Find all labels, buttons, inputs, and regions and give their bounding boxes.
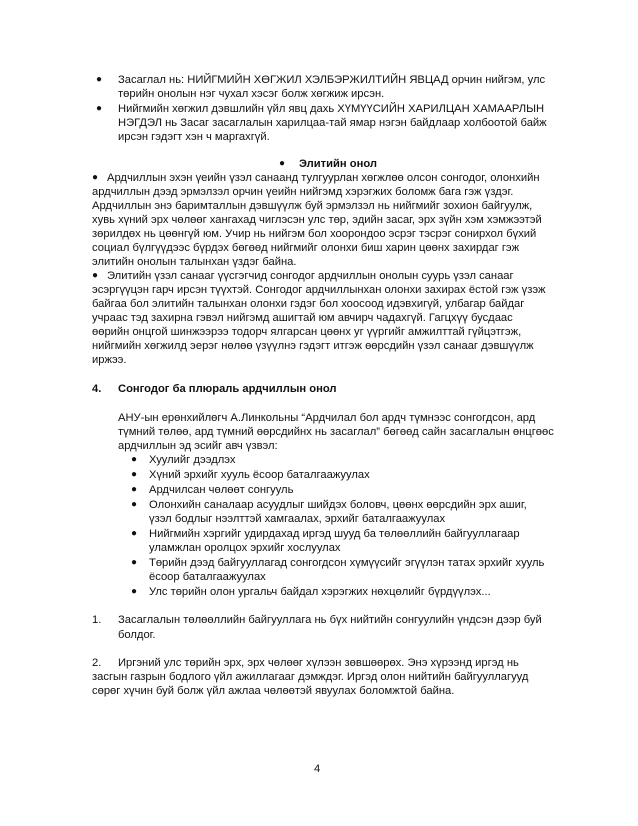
list-item: Төрийн дээд байгууллагад сонгогдсон хүмүүсийг эгүүлэн татах эрхийг хууль — [149, 557, 545, 569]
bullet-icon: ● — [131, 484, 138, 495]
paragraph-line: Нийгмийн хөгжил дэвшлийн үйл явц дахь ХҮМҮҮСИЙН ХАРИЛЦАН ХАМААРЛЫН — [118, 103, 545, 115]
paragraph-line: ардчиллын эд эсийг авч үзвэл: — [118, 440, 278, 452]
numbered-item-number: 2. — [92, 657, 102, 669]
paragraph-line: ардчиллын дээд эрмэлзэл орчин үеийн нийгэмд хэрэгжих боломж бага гэж үздэг. — [92, 186, 514, 198]
bullet-icon: ● — [131, 469, 138, 480]
paragraph-line: байгаа бол элитийн талынхан олонхи гэдэг бол хоосоод идэвхигүй, улбагар байдаг — [92, 298, 525, 310]
bullet-icon: ● — [92, 270, 99, 281]
paragraph-line: Засаглал нь: НИЙГМИЙН ХӨГЖИЛ ХЭЛБЭРЖИЛТИЙН ЯВЦАД орчин нийгэм, улс — [118, 74, 546, 86]
list-item: уламжлан оролцох эрхийг хослуулах — [149, 542, 341, 554]
paragraph-line: зөрилдөх нь цөөнгүй юм. Учир нь нийгэм бол хоорондоо эсрэг тэсрэг сонирхол бүхий — [92, 228, 537, 240]
list-item: үзэл бодлыг нээлттэй хамгаалах, эрхийг баталгаажуулах — [149, 513, 446, 525]
bullet-icon: ● — [131, 557, 138, 568]
paragraph-line: НЭГДЭЛ нь Засаг засаглалын харилцаа-тай ямар нэгэн байдлаар холбоотой байж — [118, 117, 547, 129]
section-heading-elite: Элитийн онол — [299, 158, 378, 170]
list-item: Ардчилсан чөлөөт сонгууль — [149, 484, 294, 496]
paragraph-line: элитийн онолын талынхан үздэг байна. — [92, 256, 297, 268]
bullet-icon: ● — [96, 103, 103, 114]
paragraph-line: сөрөг хүчин буй болж үйл ажлаа чөлөөтэй явуулах боломжтой байна. — [92, 685, 455, 697]
list-item: Нийгмийн хэргийг удирдахад иргэд шууд ба төлөөллийн байгууллагаар — [149, 528, 520, 540]
paragraph-line: түмний төлөө, ард түмний өөрсдийнх нь засаглал” бөгөөд сайн засаглалын өнцгөөс — [118, 426, 554, 438]
page-number: 4 — [314, 763, 321, 775]
paragraph-line: Элитийн үзэл санааг үүсгэгчид сонгодог ардчиллын онолын суурь үзэл санааг — [107, 270, 514, 282]
section-title: Сонгодог ба плюраль ардчиллын онол — [118, 383, 337, 395]
paragraph-line: Ардчиллын эхэн үеийн үзэл санаанд тулгуурлан хөгжлөө олсон сонгодог, олонхийн — [107, 172, 540, 184]
paragraph-line: болдог. — [118, 629, 156, 641]
bullet-icon: ● — [131, 586, 138, 597]
list-item: Улс төрийн олон ургальч байдал хэрэгжих нөхцөлийг бүрдүүлэх... — [149, 586, 491, 598]
list-item: Хүний эрхийг хууль ёсоор баталгаажуулах — [149, 469, 370, 481]
bullet-icon: ● — [131, 499, 138, 510]
bullet-icon: ● — [92, 172, 99, 183]
paragraph-line: социал бүлгүүдээс бүрдэх бөгөөд нийгмийг олонхи биш харин цөөнх захирдаг гэж — [92, 242, 520, 254]
bullet-icon: ● — [96, 74, 103, 85]
bullet-icon: ● — [131, 454, 138, 465]
paragraph-line: Иргэний улс төрийн эрх, эрх чөлөөг хүлээн зөвшөөрөх. Энэ хүрээнд иргэд нь — [118, 657, 519, 669]
section-number: 4. — [92, 383, 102, 395]
list-item: Олонхийн саналаар асуудлыг шийдэх боловч, цөөнх өөрсдийн эрх ашиг, — [149, 499, 527, 511]
paragraph-line: эсэргүүцэн гарч ирсэн түүхтэй. Сонгодог ардчиллынхан олонхи захирах ёстой гэж үзэж — [92, 284, 546, 296]
paragraph-line: АНУ-ын ерөнхийлөгч А.Линкольны “Ардчилал бол ардч түмнээс сонгогдсон, ард — [118, 412, 536, 424]
paragraph-line: төрийн онолын нэг чухал хэсэг болж хөгжиж ирсэн. — [118, 88, 385, 100]
paragraph-line: иржээ. — [92, 354, 127, 366]
paragraph-line: засгын газрын бодлого үйл ажиллагааг дэмждэг. Иргэд олон нийтийн байгууллагууд — [92, 671, 529, 683]
paragraph-line: нийгмийн хөгжилд эерэг нөлөө үзүүлнэ гэдэгт итгэж өөрсдийн үзэл санааг дэвшүүлж — [92, 340, 534, 352]
paragraph-line: өөрийн онцгой шинжээрээ тодорч ялгарсан цөөнх уг үүргийг амжилттай гүйцэтгэж, — [92, 326, 522, 338]
list-item: ёсоор баталгаажуулах — [149, 571, 266, 583]
paragraph-line: хувь хүний эрх чөлөөг хангахад чиглэсэн улс төр, эдийн засаг, эрх зүйн хэм хэмжээтэй — [92, 214, 542, 226]
bullet-icon: ● — [279, 158, 286, 169]
paragraph-line: Ардчиллын энэ баримталлын дэвшүүлж буй эрмэлзэл нь нийгмийг зохион байгуулж, — [92, 200, 533, 212]
paragraph-line: Засаглалын төлөөллийн байгууллага нь бүх нийтийн сонгуулийн үндсэн дээр буй — [118, 614, 542, 626]
numbered-item-number: 1. — [92, 614, 102, 626]
paragraph-line: ирсэн гэдэгт хэн ч маргахгүй. — [118, 131, 270, 143]
list-item: Хуулийг дээдлэх — [149, 454, 236, 466]
bullet-icon: ● — [131, 528, 138, 539]
paragraph-line: учраас тэд захирна гэвэл нийгэмд ашигтай юм авчирч чадахгүй. Гагцхүү бусдаас — [92, 312, 513, 324]
